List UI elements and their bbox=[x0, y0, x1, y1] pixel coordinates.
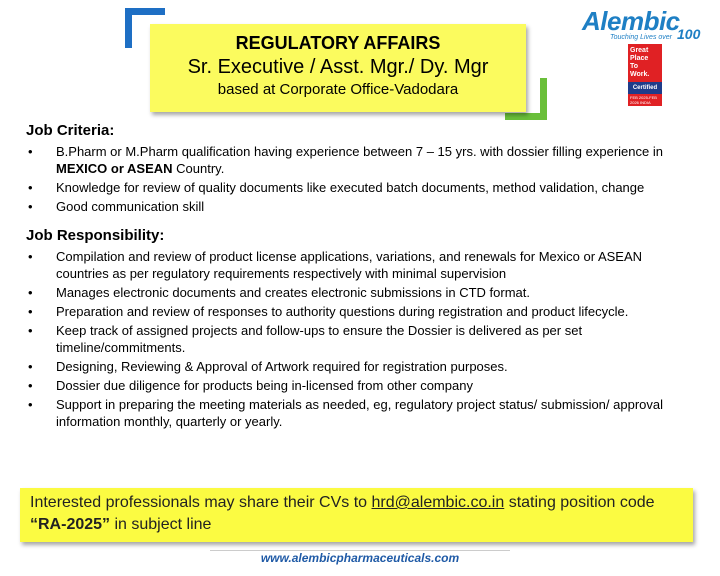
list-item bbox=[26, 284, 696, 301]
list-item bbox=[26, 358, 696, 375]
logo-years: 100 bbox=[677, 26, 701, 42]
email-link[interactable]: hrd@alembic.co.in bbox=[371, 494, 505, 511]
job-criteria-heading: Job Criteria: bbox=[26, 122, 115, 139]
list-item bbox=[26, 322, 696, 356]
list-item bbox=[26, 396, 696, 430]
bullet-icon: • bbox=[28, 323, 33, 338]
responsibility-text: Support in preparing the meeting materials as needed, eg, regulatory project status/ submission/ approval information monthly, quarterly or yearly. bbox=[56, 397, 664, 429]
bullet-icon: • bbox=[28, 180, 33, 195]
list-item bbox=[26, 143, 696, 177]
cta-text: in subject line bbox=[110, 516, 212, 533]
website-link[interactable]: www.alembicpharmaceuticals.com bbox=[260, 551, 460, 565]
logo-tagline: Touching Lives over bbox=[610, 34, 673, 41]
bullet-icon: • bbox=[28, 397, 33, 412]
responsibility-text: Designing, Reviewing & Approval of Artwork required for registration purposes. bbox=[56, 359, 508, 374]
criteria-text: Good communication skill bbox=[56, 199, 205, 214]
criteria-text: Country. bbox=[172, 161, 225, 176]
job-content bbox=[26, 122, 696, 432]
badge-small-text: FEB 2025-FEB 2026 INDIA bbox=[630, 95, 657, 105]
list-item bbox=[26, 377, 696, 394]
job-responsibility-heading: Job Responsibility: bbox=[26, 227, 165, 244]
bullet-icon: • bbox=[28, 304, 33, 319]
responsibility-text: Keep track of assigned projects and follow-ups to ensure the Dossier is delivered as per set timeline/commitments. bbox=[56, 323, 583, 355]
bullet-icon: • bbox=[28, 378, 33, 393]
list-item bbox=[26, 248, 696, 282]
position-code: “RA-2025” bbox=[30, 516, 111, 533]
criteria-text: Knowledge for review of quality documents like executed batch documents, method validation, change bbox=[56, 180, 645, 195]
responsibility-text: Manages electronic documents and creates electronic submissions in CTD format. bbox=[56, 285, 530, 300]
cta-text: stating position code bbox=[504, 494, 655, 511]
list-item bbox=[26, 198, 696, 215]
criteria-bold: MEXICO or ASEAN bbox=[56, 161, 173, 176]
bullet-icon: • bbox=[28, 199, 33, 214]
bullet-icon: • bbox=[28, 249, 33, 264]
alembic-logo bbox=[582, 8, 710, 48]
list-item bbox=[26, 303, 696, 320]
great-place-to-work-badge bbox=[628, 44, 662, 106]
responsibility-text: Preparation and review of responses to authority questions during registration and product lifecycle. bbox=[56, 304, 629, 319]
apply-callout bbox=[20, 488, 693, 542]
bullet-icon: • bbox=[28, 359, 33, 374]
job-responsibility-list bbox=[26, 248, 696, 430]
badge-line: Work. bbox=[630, 71, 650, 78]
badge-line: To bbox=[630, 63, 639, 70]
criteria-text: B.Pharm or M.Pharm qualification having experience between 7 – 15 yrs. with dossier filling experience in bbox=[56, 144, 663, 159]
responsibility-text: Compilation and review of product license applications, variations, and renewals for Mexico or ASEAN countries as per regulatory requirements respectively with minimal supervision bbox=[56, 249, 643, 281]
responsibility-text: Dossier due diligence for products being in-licensed from other company bbox=[56, 378, 473, 393]
job-criteria-list bbox=[26, 143, 696, 215]
job-location: based at Corporate Office-Vadodara bbox=[217, 81, 459, 98]
badge-certified: Certified bbox=[628, 82, 662, 94]
cta-text: Interested professionals may share their CVs to bbox=[30, 494, 372, 511]
logo-brand: Alembic bbox=[582, 6, 680, 36]
bullet-icon: • bbox=[28, 144, 33, 159]
job-title: REGULATORY AFFAIRS bbox=[235, 33, 441, 53]
title-box bbox=[150, 24, 526, 112]
bullet-icon: • bbox=[28, 285, 33, 300]
badge-line: Place bbox=[630, 55, 649, 62]
badge-line: Great bbox=[630, 47, 649, 54]
list-item bbox=[26, 179, 696, 196]
job-positions: Sr. Executive / Asst. Mgr./ Dy. Mgr bbox=[187, 56, 489, 78]
